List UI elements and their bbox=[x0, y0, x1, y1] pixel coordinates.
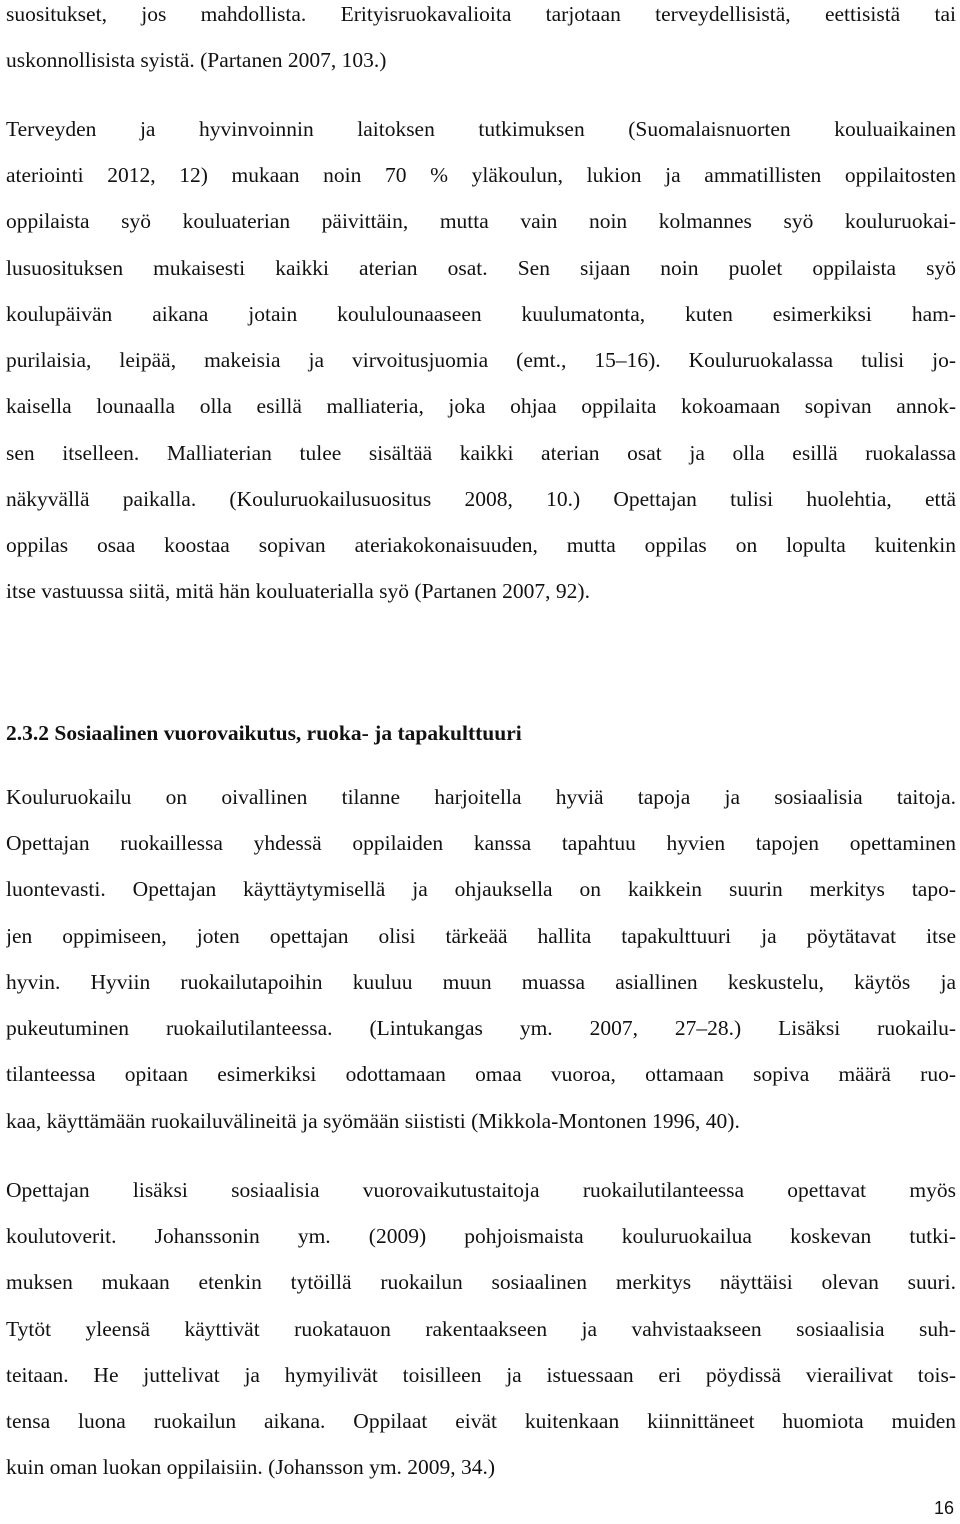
paragraph-2-line: näkyvällä paikalla. (Kouluruokailusuositus 2008, 10.) Opettajan tulisi huolehtia, että bbox=[6, 487, 956, 511]
paragraph-2-line: sen itselleen. Malliaterian tulee sisältää kaikki aterian osat ja olla esillä ruokalassa bbox=[6, 441, 956, 465]
paragraph-2-line: lusuosituksen mukaisesti kaikki aterian osat. Sen sijaan noin puolet oppilaista syö bbox=[6, 256, 956, 280]
paragraph-2-line: purilaisia, leipää, makeisia ja virvoitusjuomia (emt., 15–16). Kouluruokalassa tulisi jo- bbox=[6, 348, 956, 372]
paragraph-4-line: koulutoverit. Johanssonin ym. (2009) pohjoismaista kouluruokailua koskevan tutki- bbox=[6, 1224, 956, 1248]
paragraph-4-line: Opettajan lisäksi sosiaalisia vuorovaikutustaitoja ruokailutilanteessa opettavat myös bbox=[6, 1178, 956, 1202]
paragraph-3-line: pukeutuminen ruokailutilanteessa. (Lintukangas ym. 2007, 27–28.) Lisäksi ruokailu- bbox=[6, 1016, 956, 1040]
paragraph-3-line: hyvin. Hyviin ruokailutapoihin kuuluu muun muassa asiallinen keskustelu, käytös ja bbox=[6, 970, 956, 994]
paragraph-3-line: Kouluruokailu on oivallinen tilanne harjoitella hyviä tapoja ja sosiaalisia taitoja. bbox=[6, 785, 956, 809]
paragraph-3-line: Opettajan ruokaillessa yhdessä oppilaiden kanssa tapahtuu hyvien tapojen opettaminen bbox=[6, 831, 956, 855]
paragraph-2-line: koulupäivän aikana jotain koululounaaseen kuulumatonta, kuten esimerkiksi ham- bbox=[6, 302, 956, 326]
paragraph-3-line: luontevasti. Opettajan käyttäytymisellä ja ohjauksella on kaikkein suurin merkitys tapo- bbox=[6, 877, 956, 901]
paragraph-2-line: itse vastuussa siitä, mitä hän kouluaterialla syö (Partanen 2007, 92). bbox=[6, 579, 590, 603]
paragraph-1-line: uskonnollisista syistä. (Partanen 2007, 103.) bbox=[6, 48, 387, 72]
paragraph-3-line: jen oppimiseen, joten opettajan olisi tärkeää hallita tapakulttuuri ja pöytätavat itse bbox=[6, 924, 956, 948]
paragraph-1-line: suositukset, jos mahdollista. Erityisruokavalioita tarjotaan terveydellisistä, eettisistä tai bbox=[6, 2, 956, 26]
paragraph-4-line: kuin oman luokan oppilaisiin. (Johansson ym. 2009, 34.) bbox=[6, 1455, 496, 1479]
paragraph-4-line: tensa luona ruokailun aikana. Oppilaat eivät kuitenkaan kiinnittäneet huomiota muiden bbox=[6, 1409, 956, 1433]
paragraph-2-line: kaisella lounaalla olla esillä malliateria, joka ohjaa oppilaita kokoamaan sopivan annok- bbox=[6, 394, 956, 418]
paragraph-2-line: oppilas osaa koostaa sopivan ateriakokonaisuuden, mutta oppilas on lopulta kuitenkin bbox=[6, 533, 956, 557]
paragraph-2-line: ateriointi 2012, 12) mukaan noin 70 % yläkoulun, lukion ja ammatillisten oppilaitosten bbox=[6, 163, 956, 187]
paragraph-4-line: Tytöt yleensä käyttivät ruokatauon rakentaakseen ja vahvistaakseen sosiaalisia suh- bbox=[6, 1317, 956, 1341]
paragraph-2-line: oppilaista syö kouluaterian päivittäin, mutta vain noin kolmannes syö kouluruokai- bbox=[6, 209, 956, 233]
paragraph-4-line: muksen mukaan etenkin tytöillä ruokailun sosiaalinen merkitys näyttäisi olevan suuri. bbox=[6, 1270, 956, 1294]
paragraph-4-line: teitaan. He juttelivat ja hymyilivät toisilleen ja istuessaan eri pöydissä vierailivat tois- bbox=[6, 1363, 956, 1387]
section-heading: 2.3.2 Sosiaalinen vuorovaikutus, ruoka- ja tapakulttuuri bbox=[6, 721, 522, 745]
page-number: 16 bbox=[933, 1498, 954, 1518]
paragraph-3-line: tilanteessa opitaan esimerkiksi odottamaan omaa vuoroa, ottamaan sopiva määrä ruo- bbox=[6, 1062, 956, 1086]
paragraph-2-line: Terveyden ja hyvinvoinnin laitoksen tutkimuksen (Suomalaisnuorten kouluaikainen bbox=[6, 117, 956, 141]
paragraph-3-line: kaa, käyttämään ruokailuvälineitä ja syömään siististi (Mikkola-Montonen 1996, 40). bbox=[6, 1109, 740, 1133]
